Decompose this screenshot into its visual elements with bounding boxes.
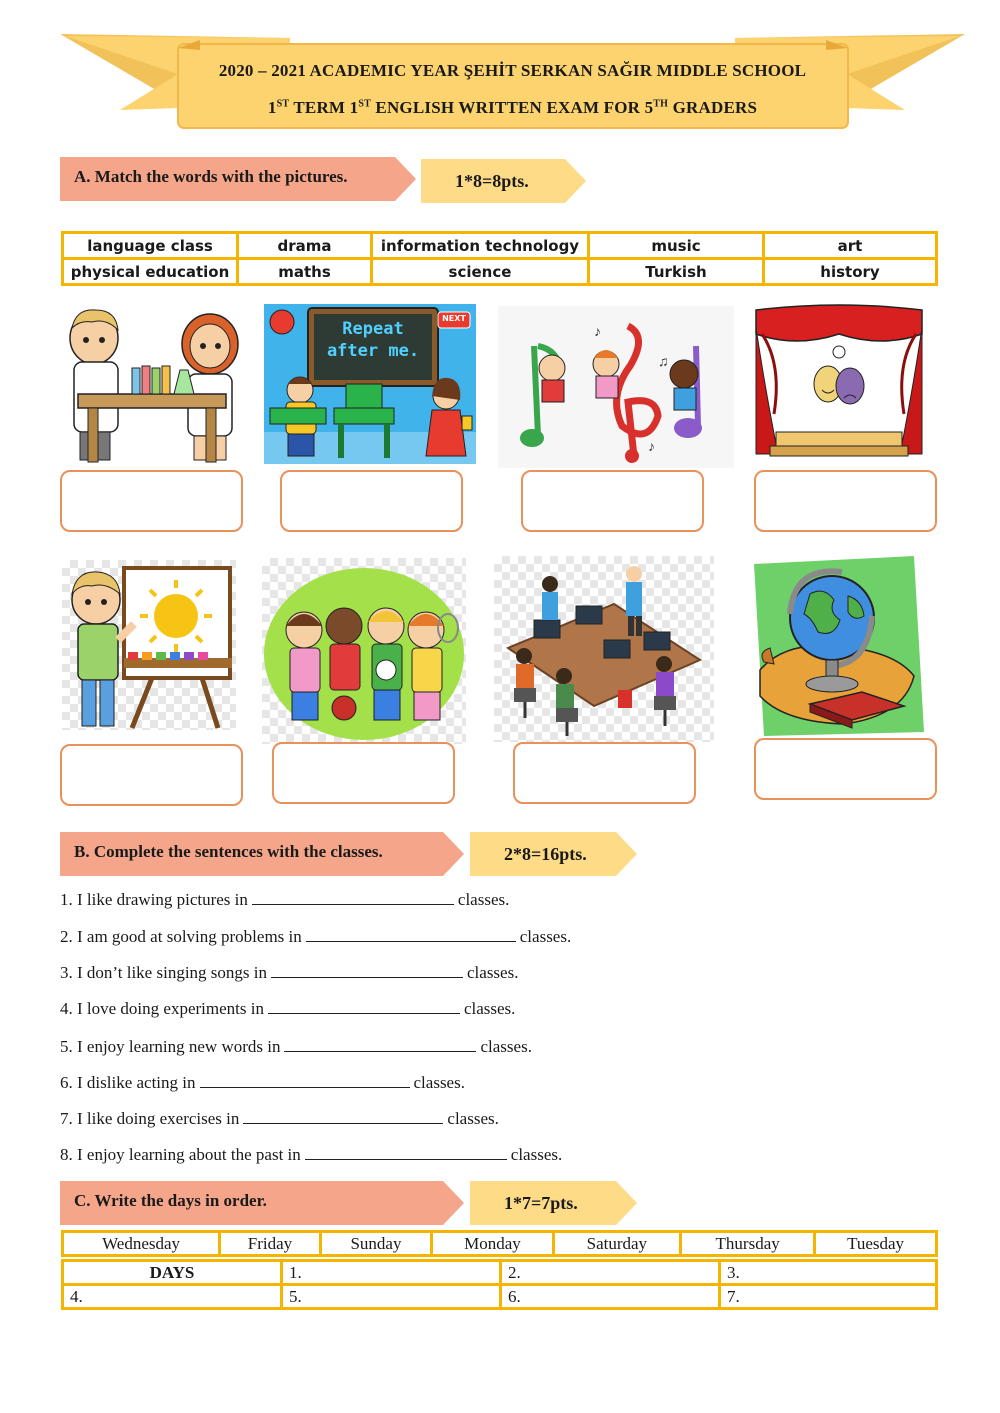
word-bank-table xyxy=(61,231,938,286)
blackboard-text xyxy=(314,318,432,362)
answer-box-1[interactable] xyxy=(60,470,243,532)
blackboard-line-2: after me. xyxy=(326,341,420,361)
day-slot[interactable]: 7. xyxy=(720,1285,937,1309)
sentence-blank[interactable] xyxy=(271,964,463,978)
picture-science-lab xyxy=(62,304,240,466)
picture-physical-education xyxy=(262,558,466,744)
word-cell: art xyxy=(764,233,937,259)
header-line-2-part: 1 xyxy=(267,98,277,117)
sentence-text: 1. I like drawing pictures in xyxy=(60,890,248,909)
day-cell: Wednesday xyxy=(63,1232,220,1256)
sentence-5 xyxy=(60,1037,532,1057)
sentence-text: classes. xyxy=(413,1073,465,1092)
days-list-row xyxy=(63,1232,937,1256)
sentence-blank[interactable] xyxy=(243,1110,443,1124)
word-cell: physical education xyxy=(63,259,238,285)
section-c-title: C. Write the days in order. xyxy=(74,1191,267,1210)
sentence-text: classes. xyxy=(480,1037,532,1056)
sentence-7 xyxy=(60,1109,499,1129)
sentence-text: 2. I am good at solving problems in xyxy=(60,927,302,946)
sentence-text: classes. xyxy=(467,963,519,982)
sentence-blank[interactable] xyxy=(305,1146,507,1160)
sentence-blank[interactable] xyxy=(284,1038,476,1052)
header-line-2-part: TERM 1 xyxy=(289,98,359,117)
days-order-table xyxy=(61,1259,938,1310)
day-cell: Friday xyxy=(220,1232,320,1256)
sentence-6 xyxy=(60,1073,465,1093)
section-a-title: A. Match the words with the pictures. xyxy=(74,167,348,186)
svg-text:♫: ♫ xyxy=(658,355,669,370)
sentence-blank[interactable] xyxy=(252,891,454,905)
sentence-text: classes. xyxy=(457,890,510,909)
word-cell: music xyxy=(589,233,764,259)
answer-box-8[interactable] xyxy=(754,738,937,800)
header-ribbon xyxy=(60,34,965,134)
section-b-title: B. Complete the sentences with the classes. xyxy=(74,842,383,861)
section-c-points: 1*7=7pts. xyxy=(504,1193,578,1213)
word-cell: history xyxy=(764,259,937,285)
word-bank-row xyxy=(63,233,937,259)
word-cell: language class xyxy=(63,233,238,259)
word-cell: Turkish xyxy=(589,259,764,285)
answer-box-6[interactable] xyxy=(272,742,455,804)
header-line-1: 2020 – 2021 ACADEMIC YEAR ŞEHİT SERKAN SAĞIR MIDDLE SCHOOL xyxy=(218,61,807,80)
sentence-blank[interactable] xyxy=(306,928,516,942)
answer-box-3[interactable] xyxy=(521,470,704,532)
section-b-points-tag xyxy=(470,832,638,876)
sentence-2 xyxy=(60,927,571,947)
day-slot[interactable]: 3. xyxy=(720,1261,937,1285)
header-line-2-part: ENGLISH WRITTEN EXAM FOR 5 xyxy=(370,98,654,117)
word-bank-row xyxy=(63,259,937,285)
blackboard-line-1: Repeat xyxy=(342,319,404,339)
section-b-points: 2*8=16pts. xyxy=(504,844,587,864)
next-badge: NEXT xyxy=(442,314,466,323)
days-order-row xyxy=(63,1285,937,1309)
answer-box-4[interactable] xyxy=(754,470,937,532)
day-slot[interactable]: 6. xyxy=(501,1285,720,1309)
section-a-points-tag xyxy=(421,159,587,203)
sentence-text: 3. I don’t like singing songs in xyxy=(60,963,267,982)
section-c-points-tag xyxy=(470,1181,638,1225)
word-cell: information technology xyxy=(372,233,589,259)
sentence-text: 4. I love doing experiments in xyxy=(60,999,264,1018)
sentence-text: classes. xyxy=(447,1109,499,1128)
sentence-text: classes. xyxy=(519,927,572,946)
sentence-blank[interactable] xyxy=(200,1074,410,1088)
day-slot[interactable]: 1. xyxy=(282,1261,501,1285)
day-cell: Tuesday xyxy=(815,1232,937,1256)
picture-art xyxy=(62,560,236,730)
day-cell: Thursday xyxy=(681,1232,815,1256)
answer-box-5[interactable] xyxy=(60,744,243,806)
sentence-3 xyxy=(60,963,518,983)
day-cell: Monday xyxy=(432,1232,553,1256)
day-cell: Saturday xyxy=(553,1232,681,1256)
word-cell: drama xyxy=(238,233,372,259)
section-a-points: 1*8=8pts. xyxy=(455,171,529,191)
section-a-title-tag xyxy=(60,157,418,201)
sentence-8 xyxy=(60,1145,562,1165)
day-slot[interactable]: 4. xyxy=(63,1285,282,1309)
ribbon-shape xyxy=(60,34,965,134)
picture-language-class xyxy=(264,304,476,464)
sentence-text: 6. I dislike acting in xyxy=(60,1073,196,1092)
sentence-text: 7. I like doing exercises in xyxy=(60,1109,240,1128)
day-slot[interactable]: 2. xyxy=(501,1261,720,1285)
word-cell: science xyxy=(372,259,589,285)
sentence-4 xyxy=(60,999,515,1019)
days-list-table xyxy=(61,1230,938,1257)
day-cell: Sunday xyxy=(320,1232,432,1256)
svg-text:♪: ♪ xyxy=(594,325,601,340)
header-line-2 xyxy=(60,98,965,118)
picture-drama xyxy=(752,304,926,462)
svg-text:♪: ♪ xyxy=(648,440,655,455)
section-c-title-tag xyxy=(60,1181,466,1225)
days-order-row xyxy=(63,1261,937,1285)
header-sup: ST xyxy=(358,98,371,110)
header-line-2-part: GRADERS xyxy=(668,98,758,117)
picture-information-technology xyxy=(494,556,714,742)
word-cell: maths xyxy=(238,259,372,285)
sentence-blank[interactable] xyxy=(268,1000,460,1014)
section-b-title-tag xyxy=(60,832,466,876)
header-sup: TH xyxy=(653,98,669,110)
day-slot[interactable]: 5. xyxy=(282,1285,501,1309)
sentence-1 xyxy=(60,890,509,910)
answer-box-2[interactable] xyxy=(280,470,463,532)
sentence-text: classes. xyxy=(510,1145,563,1164)
days-label: DAYS xyxy=(63,1261,282,1285)
picture-music xyxy=(498,306,734,468)
answer-box-7[interactable] xyxy=(513,742,696,804)
sentence-text: 5. I enjoy learning new words in xyxy=(60,1037,281,1056)
picture-history xyxy=(754,556,926,736)
sentence-text: classes. xyxy=(463,999,516,1018)
sentence-text: 8. I enjoy learning about the past in xyxy=(60,1145,301,1164)
header-sup: ST xyxy=(276,98,290,110)
